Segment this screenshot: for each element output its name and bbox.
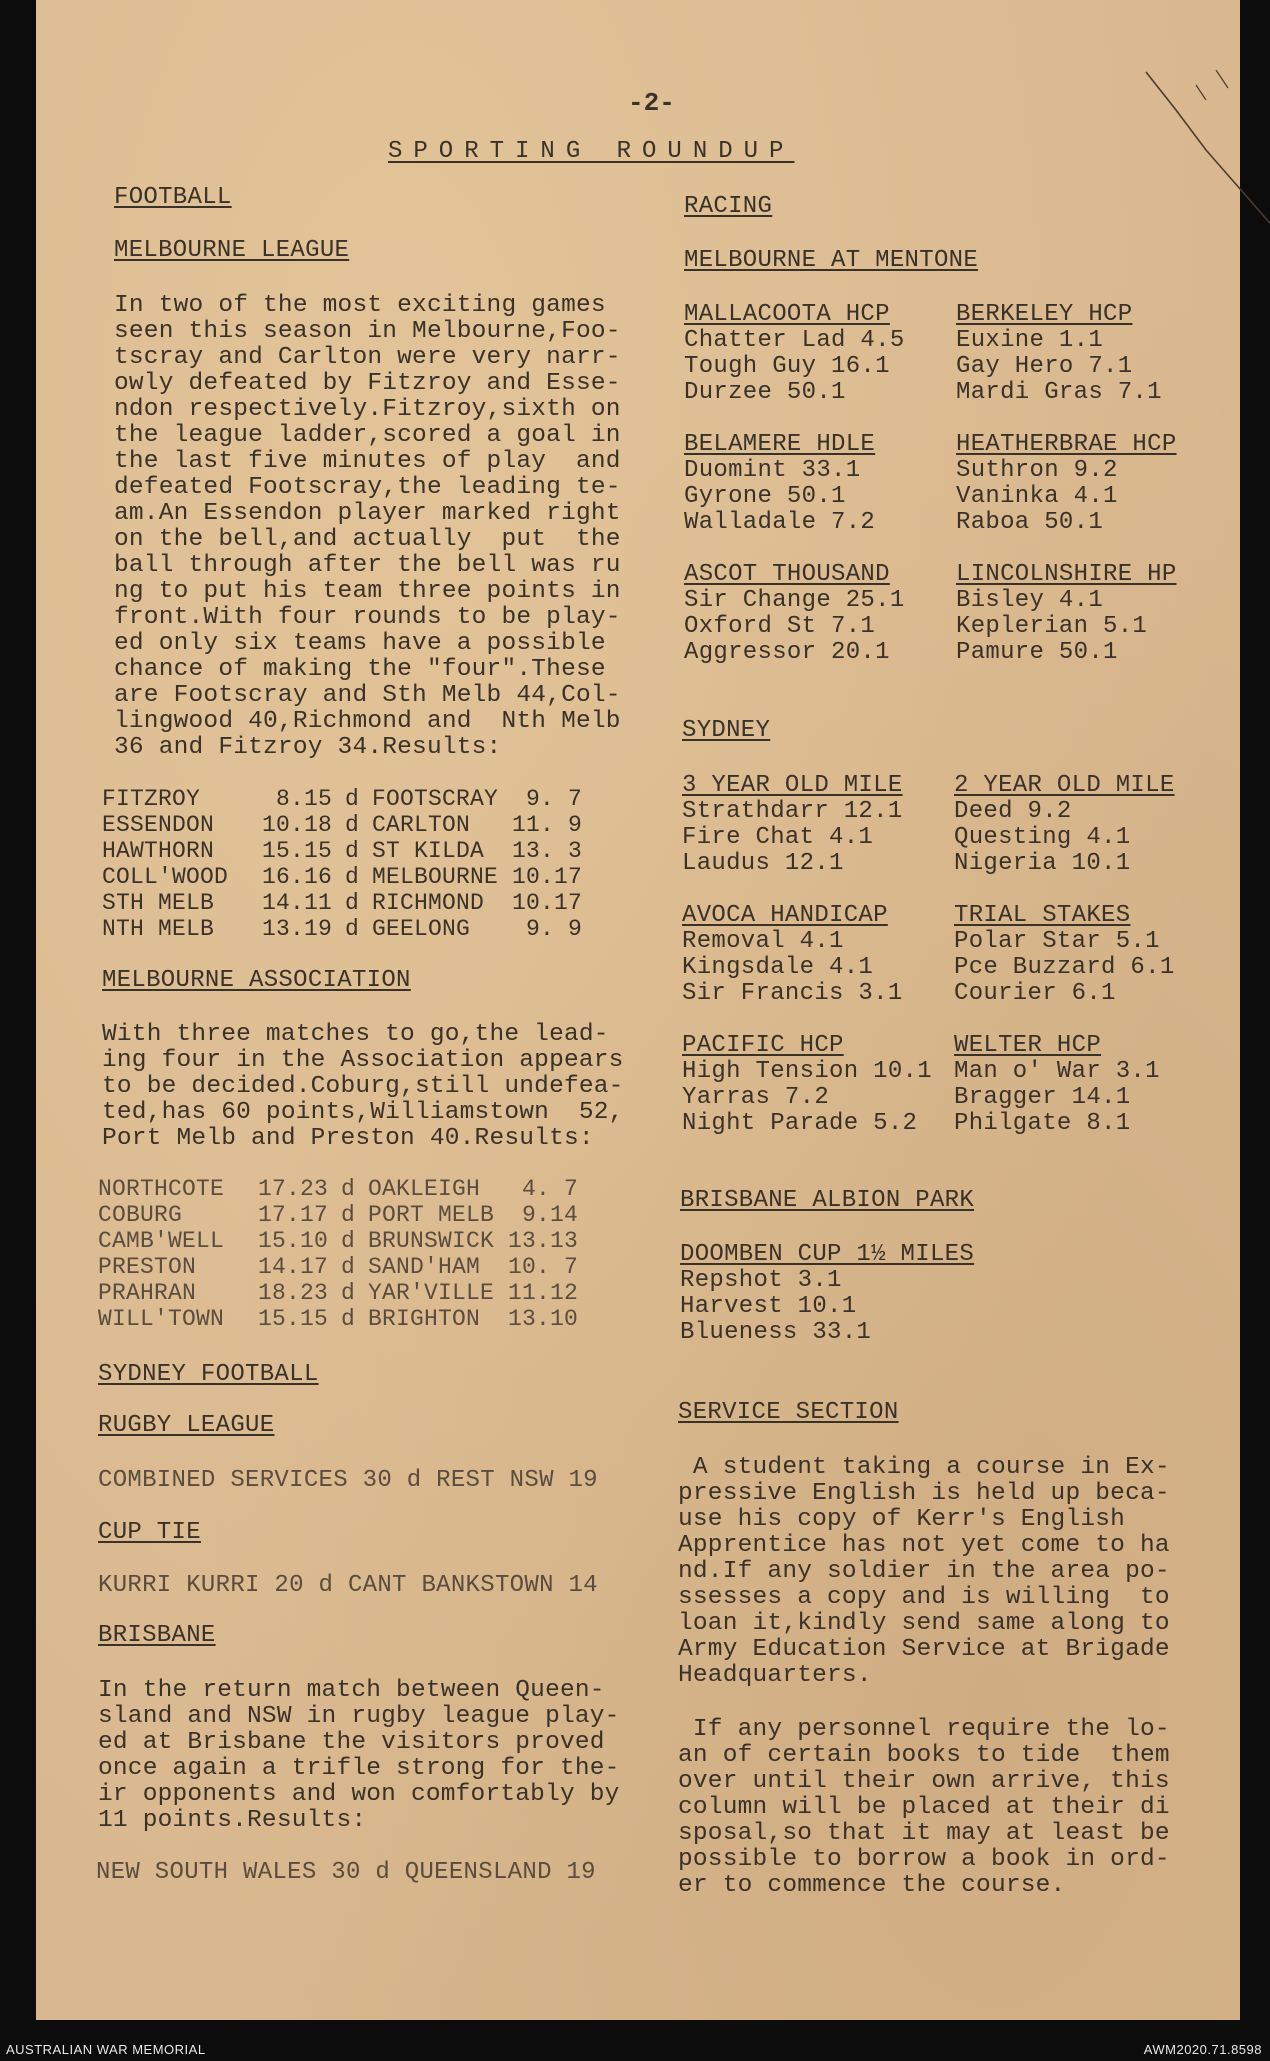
racing-heading: RACING (684, 193, 773, 220)
race-entry: Pce Buzzard 6.1 (954, 954, 1175, 981)
losing-score: 10.17 (512, 864, 583, 890)
sydney-racing-heading: SYDNEY (682, 717, 771, 744)
service-section-heading: SERVICE SECTION (678, 1399, 899, 1426)
losing-team: FOOTSCRAY (372, 786, 499, 812)
race-entry: Suthron 9.2 (956, 457, 1118, 484)
losing-team: MELBOURNE (372, 864, 499, 890)
winning-score: 10.18 (261, 812, 332, 838)
winning-team: HAWTHORN (102, 838, 215, 864)
footer-archive-name: AUSTRALIAN WAR MEMORIAL (6, 2042, 206, 2057)
winning-score: 18.23 (257, 1280, 328, 1306)
race-block (954, 773, 1175, 877)
race-entry: Bisley 4.1 (956, 587, 1104, 614)
race-entry: Courier 6.1 (954, 980, 1116, 1007)
losing-score: 4. 7 (522, 1176, 579, 1202)
association-paragraph: With three matches to go,the lead- ing four in the Association appears to be decided.Coburg,still undefea- ted,has 60 points,Williamstown 52, Port Melb and Preston 40.Results: (102, 1021, 624, 1152)
losing-score: 13.13 (508, 1228, 579, 1254)
race-entry: Pamure 50.1 (956, 639, 1118, 666)
race-entry: Walladale 7.2 (684, 509, 876, 536)
race-block (954, 1033, 1160, 1137)
result-row (102, 916, 582, 942)
result-row (98, 1280, 578, 1306)
mentone-heading: MELBOURNE AT MENTONE (684, 247, 979, 274)
defeated-marker: d (340, 1176, 355, 1202)
race-entry: Nigeria 10.1 (954, 850, 1131, 877)
losing-score: 10.17 (512, 890, 583, 916)
losing-score: 13. 3 (512, 838, 583, 864)
losing-score: 9. 7 (526, 786, 583, 812)
combined-services-result: COMBINED SERVICES 30 d REST NSW 19 (98, 1467, 598, 1494)
losing-team: GEELONG (372, 916, 471, 942)
league-results-table (102, 786, 582, 942)
losing-score: 9. 9 (526, 916, 583, 942)
brisbane-albion-heading: BRISBANE ALBION PARK (680, 1187, 975, 1214)
race-name: WELTER HCP (954, 1032, 1102, 1059)
race-block (684, 432, 875, 536)
winning-score: 17.23 (257, 1176, 328, 1202)
winning-score: 13.19 (261, 916, 332, 942)
winning-score: 8.15 (275, 786, 332, 812)
result-row (98, 1202, 578, 1228)
result-row (102, 864, 582, 890)
winning-team: PRESTON (98, 1254, 197, 1280)
winning-team: CAMB'WELL (98, 1228, 225, 1254)
defeated-marker: d (340, 1254, 355, 1280)
race-entry: Sir Change 25.1 (684, 587, 905, 614)
race-block (956, 562, 1177, 666)
sydney-football-heading: SYDNEY FOOTBALL (98, 1361, 319, 1388)
result-row (98, 1254, 578, 1280)
race-entry: Fire Chat 4.1 (682, 824, 874, 851)
cup-tie-heading: CUP TIE (98, 1519, 201, 1546)
footer-accession-number: AWM2020.71.8598 (1143, 2042, 1262, 2057)
race-entry: Tough Guy 16.1 (684, 353, 890, 380)
winning-score: 14.17 (257, 1254, 328, 1280)
losing-score: 10. 7 (508, 1254, 579, 1280)
brisbane-paragraph: In the return match between Queen- sland and NSW in rugby league play- ed at Brisbane the visitors proved once again a trifle strong for the- ir opponents and won comfortably by 11 points.Results: (98, 1677, 620, 1834)
race-block (956, 302, 1162, 406)
race-entry: Chatter Lad 4.5 (684, 327, 905, 354)
race-entry: Laudus 12.1 (682, 850, 844, 877)
winning-score: 15.10 (257, 1228, 328, 1254)
race-name: PACIFIC HCP (682, 1032, 844, 1059)
football-heading: FOOTBALL (114, 184, 232, 211)
doomben-entry: Harvest 10.1 (680, 1293, 857, 1320)
losing-team: CARLTON (372, 812, 471, 838)
result-row (98, 1176, 578, 1202)
race-name: MALLACOOTA HCP (684, 301, 890, 328)
race-entry: Keplerian 5.1 (956, 613, 1148, 640)
doomben-entry: Blueness 33.1 (680, 1319, 872, 1346)
race-entry: High Tension 10.1 (682, 1058, 932, 1085)
race-name: TRIAL STAKES (954, 902, 1131, 929)
race-entry: Aggressor 20.1 (684, 639, 890, 666)
defeated-marker: d (344, 786, 359, 812)
defeated-marker: d (340, 1228, 355, 1254)
losing-score: 9.14 (522, 1202, 579, 1228)
losing-team: OAKLEIGH (368, 1176, 481, 1202)
race-name: BERKELEY HCP (956, 301, 1133, 328)
winning-team: FITZROY (102, 786, 201, 812)
losing-team: YAR'VILLE (368, 1280, 495, 1306)
race-entry: Mardi Gras 7.1 (956, 379, 1162, 406)
race-entry: Duomint 33.1 (684, 457, 861, 484)
losing-team: BRUNSWICK (368, 1228, 495, 1254)
race-entry: Deed 9.2 (954, 798, 1072, 825)
race-entry: Man o' War 3.1 (954, 1058, 1160, 1085)
losing-score: 11. 9 (512, 812, 583, 838)
losing-team: RICHMOND (372, 890, 485, 916)
page-title: SPORTING ROUNDUP (388, 138, 795, 165)
doomben-entry: Repshot 3.1 (680, 1267, 842, 1294)
brisbane-heading: BRISBANE (98, 1622, 216, 1649)
race-name: HEATHERBRAE HCP (956, 431, 1177, 458)
melbourne-league-heading: MELBOURNE LEAGUE (114, 237, 350, 264)
race-entry: Euxine 1.1 (956, 327, 1104, 354)
race-entry: Removal 4.1 (682, 928, 844, 955)
race-entry: Bragger 14.1 (954, 1084, 1131, 1111)
race-name: BELAMERE HDLE (684, 431, 876, 458)
service-paragraph-1: A student taking a course in Ex- pressive English is held up beca- use his copy of Kerr's English Apprentice has not yet come to ha nd.If any soldier in the area po- ssesses a copy and is willing to loan it,kindly send same along to Army Education Service at Brigade Headquarters. (678, 1454, 1170, 1689)
melbourne-association-heading: MELBOURNE ASSOCIATION (102, 967, 411, 994)
race-entry: Polar Star 5.1 (954, 928, 1160, 955)
race-entry: Night Parade 5.2 (682, 1110, 918, 1137)
winning-team: COLL'WOOD (102, 864, 229, 890)
race-name: ASCOT THOUSAND (684, 561, 890, 588)
race-entry: Kingsdale 4.1 (682, 954, 874, 981)
winning-score: 15.15 (257, 1306, 328, 1332)
race-name: 3 YEAR OLD MILE (682, 772, 903, 799)
service-paragraph-2: If any personnel require the lo- an of certain books to tide them over until their own arrive, this column will be placed at their di sposal,so that it may at least be possible to borrow a book in ord- er to commence the course. (678, 1716, 1170, 1899)
race-name: AVOCA HANDICAP (682, 902, 888, 929)
result-row (98, 1228, 578, 1254)
page-number: -2- (628, 88, 675, 118)
race-entry: Yarras 7.2 (682, 1084, 830, 1111)
race-entry: Sir Francis 3.1 (682, 980, 903, 1007)
result-row (98, 1306, 578, 1332)
race-block (682, 773, 903, 877)
losing-team: SAND'HAM (368, 1254, 481, 1280)
paper-tear-mark (1136, 70, 1270, 280)
document-page (36, 0, 1240, 2020)
rugby-league-heading: RUGBY LEAGUE (98, 1412, 275, 1439)
race-entry: Durzee 50.1 (684, 379, 846, 406)
race-block (956, 432, 1177, 536)
losing-team: ST KILDA (372, 838, 485, 864)
winning-team: ESSENDON (102, 812, 215, 838)
defeated-marker: d (344, 916, 359, 942)
race-block (682, 1033, 932, 1137)
doomben-entries (680, 1268, 871, 1346)
losing-score: 11.12 (508, 1280, 579, 1306)
race-block (682, 903, 903, 1007)
race-entry: Oxford St 7.1 (684, 613, 876, 640)
winning-team: NTH MELB (102, 916, 215, 942)
defeated-marker: d (340, 1306, 355, 1332)
race-name: 2 YEAR OLD MILE (954, 772, 1175, 799)
winning-score: 14.11 (261, 890, 332, 916)
defeated-marker: d (340, 1202, 355, 1228)
winning-score: 15.15 (261, 838, 332, 864)
losing-score: 13.10 (508, 1306, 579, 1332)
result-row (102, 786, 582, 812)
winning-team: COBURG (98, 1202, 183, 1228)
race-block (684, 302, 905, 406)
defeated-marker: d (340, 1280, 355, 1306)
brisbane-result: NEW SOUTH WALES 30 d QUEENSLAND 19 (96, 1859, 596, 1886)
winning-score: 16.16 (261, 864, 332, 890)
league-paragraph: In two of the most exciting games seen this season in Melbourne,Foo- tscray and Carlton were very narr- owly defeated by Fitzroy and Esse- ndon respectively.Fitzroy,sixth on the league ladder,scored a goal in the last five minutes of play and defeated Footscray,the leading te- am.An Essendon player marked right on the bell,and actually put the ball through after the bell was ru ng to put his team three points in front.With four rounds to be play- ed only six teams have a possible chance of making the "four".These are Footscray and Sth Melb 44,Col- lingwood 40,Richmond and Nth Melb 36 and Fitzroy 34.Results: (114, 292, 621, 761)
race-entry: Philgate 8.1 (954, 1110, 1131, 1137)
race-entry: Raboa 50.1 (956, 509, 1104, 536)
defeated-marker: d (344, 864, 359, 890)
race-entry: Questing 4.1 (954, 824, 1131, 851)
winning-score: 17.17 (257, 1202, 328, 1228)
association-results-table (98, 1176, 578, 1332)
defeated-marker: d (344, 838, 359, 864)
race-entry: Gyrone 50.1 (684, 483, 846, 510)
result-row (102, 838, 582, 864)
losing-team: BRIGHTON (368, 1306, 481, 1332)
race-entry: Strathdarr 12.1 (682, 798, 903, 825)
losing-team: PORT MELB (368, 1202, 495, 1228)
race-name: LINCOLNSHIRE HP (956, 561, 1177, 588)
race-block (684, 562, 905, 666)
result-row (102, 890, 582, 916)
doomben-heading: DOOMBEN CUP 1½ MILES (680, 1241, 975, 1268)
winning-team: WILL'TOWN (98, 1306, 225, 1332)
race-block (954, 903, 1175, 1007)
race-entry: Gay Hero 7.1 (956, 353, 1133, 380)
winning-team: STH MELB (102, 890, 215, 916)
winning-team: PRAHRAN (98, 1280, 197, 1306)
cup-tie-result: KURRI KURRI 20 d CANT BANKSTOWN 14 (98, 1572, 598, 1599)
defeated-marker: d (344, 812, 359, 838)
defeated-marker: d (344, 890, 359, 916)
result-row (102, 812, 582, 838)
race-entry: Vaninka 4.1 (956, 483, 1118, 510)
winning-team: NORTHCOTE (98, 1176, 225, 1202)
